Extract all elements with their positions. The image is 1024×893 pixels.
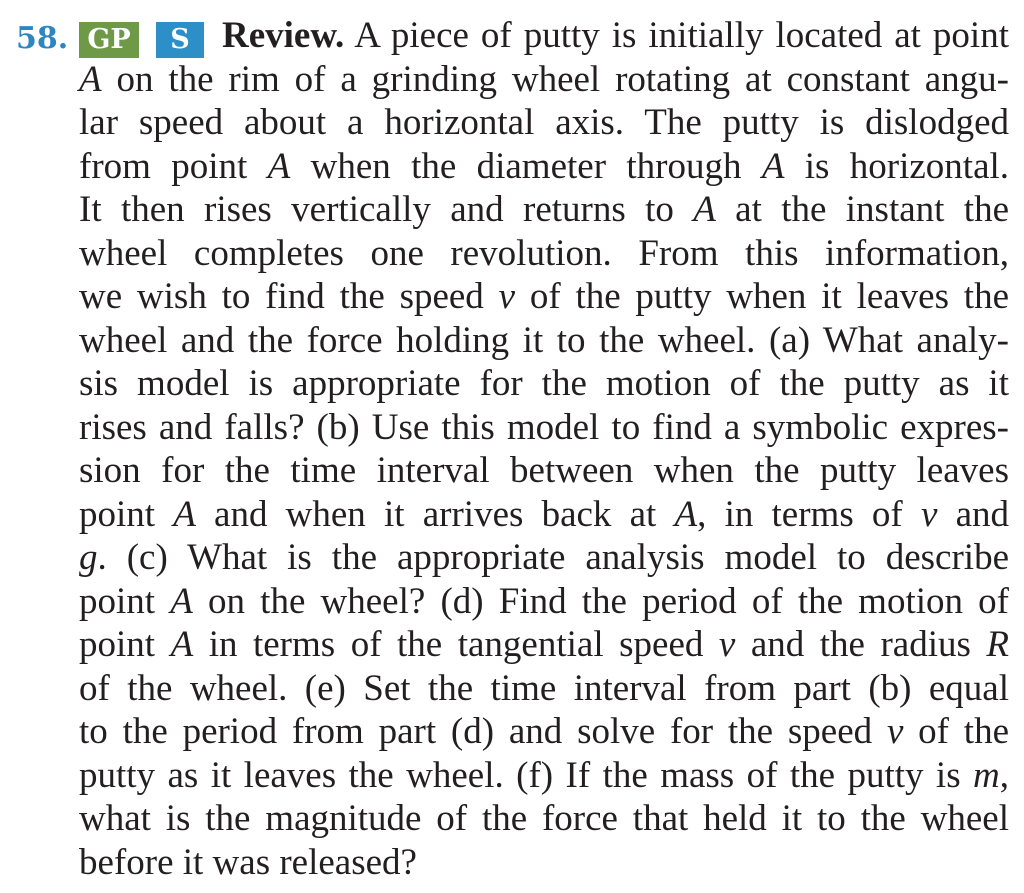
- review-label: Review.: [222, 15, 345, 56]
- variable: v: [920, 493, 938, 535]
- text-run: wheel and the force holding it to the wheel. (a) What analy-: [79, 319, 1009, 361]
- text-run: is horizontal.: [784, 145, 1010, 187]
- text-line: [79, 319, 1009, 363]
- text-line: [79, 493, 1009, 537]
- guided-problem-badge: GP: [79, 22, 139, 58]
- text-line: [79, 188, 1009, 232]
- text-run: and: [937, 493, 1009, 535]
- text-run: ,: [999, 754, 1009, 796]
- symbolic-badge: S: [156, 22, 204, 58]
- text-run: lar speed about a horizontal axis. The putty is dislodged: [79, 102, 1009, 143]
- text-run: to the period from part (d) and solve for the speed: [79, 711, 887, 752]
- text-run: . (c) What is the appropriate analysis model to describe: [97, 537, 1009, 578]
- variable: A: [674, 493, 698, 535]
- text-line: [79, 275, 1009, 319]
- problem-text: [79, 14, 1009, 884]
- problem-number: 58.: [16, 21, 69, 56]
- text-run: we wish to find the speed: [79, 276, 499, 317]
- text-line: [79, 362, 1009, 406]
- variable: g: [79, 537, 98, 578]
- variable: A: [170, 580, 193, 622]
- text-run: and when it arrives back at: [195, 493, 675, 535]
- text-run: sion for the time interval between when the putty leaves: [79, 450, 1009, 491]
- variable: A: [693, 189, 716, 230]
- text-run: A piece of putty is initially located at point: [344, 15, 1009, 56]
- text-run: before it was released?: [79, 841, 417, 883]
- text-line: [79, 145, 1009, 189]
- text-line: [79, 580, 1009, 624]
- text-run: on the rim of a grinding wheel rotating at constant angu-: [101, 58, 1009, 100]
- text-run: on the wheel? (d) Find the period of the motion of: [192, 580, 1009, 622]
- variable: m: [973, 754, 1000, 796]
- text-line: [79, 710, 1009, 754]
- text-run: point: [79, 624, 171, 665]
- variable: A: [170, 624, 194, 665]
- text-line: [79, 623, 1009, 667]
- text-line: [79, 14, 1009, 58]
- variable: A: [267, 145, 291, 187]
- text-run: of the putty when it leaves the: [515, 276, 1009, 317]
- text-line: [79, 406, 1009, 450]
- text-run: at the instant the: [715, 189, 1009, 230]
- text-run: , in terms of: [697, 493, 921, 535]
- text-line: [79, 536, 1009, 580]
- text-run: of the: [903, 711, 1009, 752]
- variable: A: [761, 145, 785, 187]
- text-line: [79, 232, 1009, 276]
- text-run: what is the magnitude of the force that held it to the wheel: [79, 798, 1009, 839]
- text-line: [79, 754, 1009, 798]
- variable: A: [79, 58, 102, 100]
- text-line: [79, 58, 1009, 102]
- text-run: It then rises vertically and returns to: [79, 189, 694, 230]
- text-run: in terms of the tangential speed: [193, 624, 719, 665]
- text-run: and the radius: [735, 624, 987, 665]
- text-run: from point: [79, 145, 268, 187]
- text-run: rises and falls? (b) Use this model to find a symbolic expres-: [79, 406, 1009, 448]
- text-line: [79, 667, 1009, 711]
- variable: R: [986, 624, 1010, 665]
- text-run: sis model is appropriate for the motion of the putty as it: [79, 363, 1009, 404]
- variable: A: [173, 493, 196, 535]
- variable: v: [886, 711, 904, 752]
- variable: v: [498, 276, 516, 317]
- text-line: [79, 797, 1009, 841]
- variable: v: [718, 624, 736, 665]
- text-run: when the diameter through: [290, 145, 762, 187]
- text-run: of the wheel. (e) Set the time interval from part (b) equal: [79, 667, 1009, 709]
- text-run: point: [79, 493, 174, 535]
- text-run: point: [79, 580, 171, 622]
- text-line: [79, 101, 1009, 145]
- text-run: putty as it leaves the wheel. (f) If the mass of the putty is: [79, 754, 974, 796]
- text-run: wheel completes one revolution. From this information,: [79, 232, 1009, 274]
- text-line: [79, 449, 1009, 493]
- text-line: [79, 841, 1009, 885]
